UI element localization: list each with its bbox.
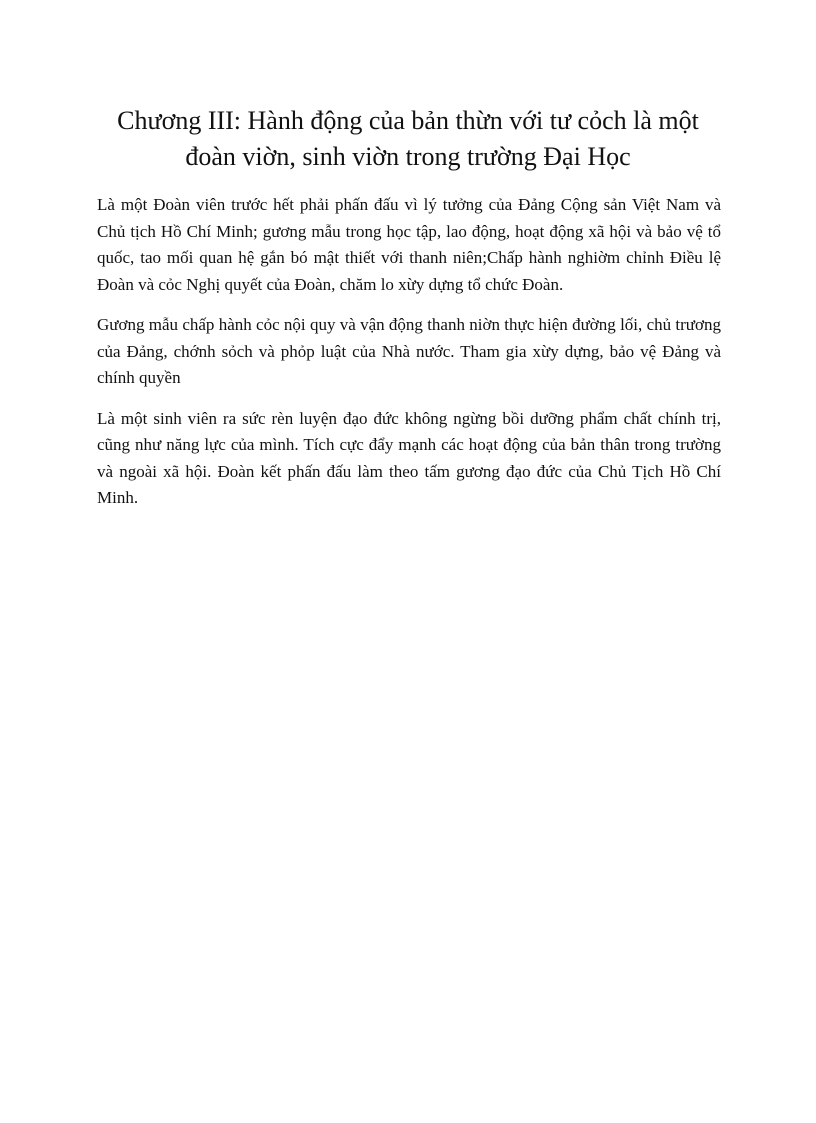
paragraph: Là một sinh viên ra sức rèn luyện đạo đức không ngừng bồi dưỡng phẩm chất chính trị, cũng như năng lực của mình. Tích cực đẩy mạnh các hoạt động của bản thân trong trường và ngoài xã hội. Đoàn kết phấn đấu làm theo tấm gương đạo đức của Chủ Tịch Hồ Chí Minh. [97,408,721,507]
body-text [97,192,721,526]
chapter-title: Chương III: Hành động của bản thừn với tư cỏch là một đoàn viờn, sinh viờn trong trường Đại Học [117,106,699,171]
paragraph: Là một Đoàn viên trước hết phải phấn đấu vì lý tưởng của Đảng Cộng sản Việt Nam và Chủ tịch Hồ Chí Minh; gương mẫu trong học tập, lao động, hoạt động xã hội và bảo vệ tổ quốc, tao mối quan hệ gắn bó mật thiết với thanh niên;Chấp hành nghiờm chỉnh Điều lệ Đoàn và cỏc Nghị quyết của Đoàn, chăm lo xừy dựng tổ chức Đoàn. [97,195,721,294]
paragraph: Gương mẫu chấp hành cỏc nội quy và vận động thanh niờn thực hiện đường lối, chủ trương của Đảng, chớnh sỏch và phỏp luật của Nhà nước. Tham gia xừy dựng, bảo vệ Đảng và chính quyền [97,315,721,387]
